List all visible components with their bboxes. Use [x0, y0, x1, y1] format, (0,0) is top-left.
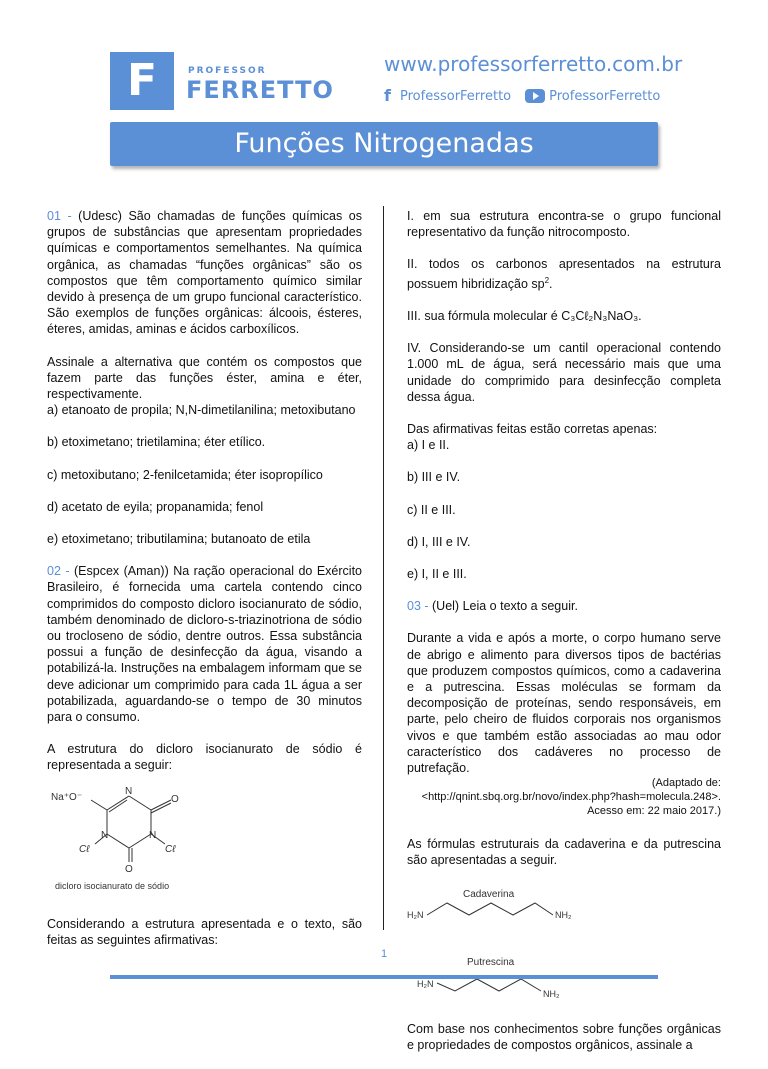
q2-statement-2: II. todos os carbonos apresentados na estrutura possuem hibridização $sp^2$.: [407, 257, 721, 291]
q1-options: [47, 402, 362, 547]
q2-option-c: c) II e III.: [407, 502, 456, 517]
q3-formulas-intro: As fórmulas estruturais da cadaverina e da putrescina são apresentadas a seguir.: [407, 837, 721, 868]
q1-prompt: Assinale a alternativa que contém os compostos que fazem parte das funções éster, amina e éter, respectivamente.: [47, 354, 362, 402]
q2-prompt: Das afirmativas feitas estão corretas apenas:: [407, 421, 658, 436]
q3-intro: 03 - (Uel) Leia o texto a seguir.: [407, 599, 578, 614]
title-banner: [110, 122, 658, 166]
facebook-link[interactable]: ProfessorFerretto: [400, 88, 512, 104]
q2-option-e: e) I, II e III.: [407, 567, 467, 581]
q2-option-a: a) I e II.: [407, 438, 450, 453]
amines-drawing: [407, 885, 577, 1001]
youtube-icon: [525, 89, 545, 103]
svg-text:H₂N: H₂N: [407, 909, 424, 920]
q2-structure-intro: A estrutura do dicloro isocianurato de sódio é representada a seguir:: [47, 742, 362, 773]
svg-text:NH₂: NH₂: [543, 988, 560, 999]
svg-text:N: N: [149, 829, 157, 841]
svg-text:O: O: [125, 863, 133, 875]
social-links: [384, 88, 660, 104]
page-header: [0, 0, 768, 120]
amines-structures: [407, 885, 577, 1001]
svg-text:Cℓ: Cℓ: [165, 843, 176, 855]
svg-text:NH₂: NH₂: [555, 909, 572, 920]
molecule-caption: dicloro isocianurato de sódio: [55, 880, 170, 891]
brand-ferretto: FERRETTO: [186, 76, 334, 104]
youtube-link[interactable]: ProfessorFerretto: [549, 88, 661, 104]
q2-statement-1: I. em sua estrutura encontra-se o grupo funcional representativo da função nitrocomposto.: [407, 209, 721, 240]
svg-text:N: N: [125, 785, 133, 797]
q1-option-b: b) etoximetano; trietilamina; éter etílico.: [47, 435, 266, 450]
q3-number: 03 -: [407, 599, 433, 614]
q2-options: [407, 437, 721, 582]
cadaverina-label: Cadaverina: [463, 888, 515, 900]
logo: [110, 52, 174, 110]
q2-option-d: d) I, III e IV.: [407, 534, 471, 549]
q2-intro: 02 - (Espcex (Aman)) Na ração operacional do Exército Brasileiro, é fornecida uma cartela contendo cinco comprimidos do composto dicloro isocianurato de sódio, também denominado de dicloro-s-triazinotriona de sódio ou trocloseno de sódio, dentre outros. Essa substância possui a função de desinfecção da água, visando a potabilizá-la. Instruções na embalagem informam que se deve adicionar um comprimido para cada 1L água a ser potabilizada, aguardando-se o tempo de 30 minutos para o consumo.: [47, 564, 362, 725]
footer-bar: [110, 975, 658, 979]
page-number: 1: [380, 948, 388, 960]
page-title: Funções Nitrogenadas: [234, 128, 534, 159]
q1-intro: 01 - (Udesc) São chamadas de funções químicas os grupos de substâncias que apresentam propriedades químicas e comportamentos semelhantes. Na química orgânica, as chamadas “funções orgânicas” são os compostos que têm comportamento químico similar devido à presença de um grupo funcional característico. São exemplos de funções orgânicas: álcoois, ésteres, éteres, amidas, aminas e ácidos carboxílicos.: [47, 209, 362, 337]
column-divider: [383, 206, 384, 930]
right-column: [407, 208, 721, 1069]
q2-consider: Considerando a estrutura apresentada e o texto, são feitas as seguintes afirmativas:: [47, 916, 362, 947]
facebook-icon: f: [384, 86, 391, 105]
q3-text: Durante a vida e após a morte, o corpo humano serve de abrigo e alimento para diversos tipos de bactérias que produzem compostos químicos, como a cadaverina e a putrescina. Essas moléculas se formam da decomposição de proteínas, sendo responsáveis, em parte, pelo cheiro de fluidos corporais nos organismos vivos e que também estão associadas ao mau odor característico dos cadáveres no processo de putrefação.: [407, 631, 721, 776]
svg-text:O: O: [171, 793, 179, 805]
putrescina-label: Putrescina: [467, 956, 515, 968]
q1-number: 01 -: [47, 209, 79, 223]
website-link[interactable]: www.professorferretto.com.br: [384, 52, 683, 76]
q3-reference-line3: Acesso em: 22 maio 2017.): [587, 805, 721, 818]
logo-letter: F: [126, 55, 158, 106]
svg-text:N: N: [101, 829, 109, 841]
q3-conclusion: Com base nos conhecimentos sobre funções orgânicas e propriedades de compostos orgânicos, assinale a: [407, 1021, 721, 1052]
q3-reference-line1: (Adaptado de:: [651, 777, 721, 790]
q1-option-c: c) metoxibutano; 2-fenilcetamida; éter isopropílico: [47, 467, 323, 482]
brand-professor: PROFESSOR: [188, 66, 267, 76]
svg-text:Na⁺O⁻: Na⁺O⁻: [51, 791, 83, 803]
molecule-drawing: [47, 778, 207, 878]
q2-option-b: b) III e IV.: [407, 470, 461, 485]
q1-option-a: a) etanoato de propila; N,N-dimetilanilina; metoxibutano: [47, 403, 356, 418]
q2-statement-3: III. sua fórmula molecular é C₃Cℓ₂N₃NaO₃.: [407, 308, 642, 323]
svg-text:H₂N: H₂N: [417, 978, 434, 989]
q2-statement-4: IV. Considerando-se um cantil operacional contendo 1.000 mL de água, será necessário mais que uma unidade do comprimido para desinfecção completa dessa água.: [407, 341, 721, 404]
q2-statements: [407, 208, 721, 405]
q1-option-d: d) acetato de eyila; propanamida; fenol: [47, 499, 264, 514]
q3-reference-line2: <http://qnint.sbq.org.br/novo/index.php?hash=molecula.248>.: [421, 791, 721, 804]
dicloro-isocianurato-structure: [47, 778, 207, 898]
left-column: [47, 208, 362, 964]
q1-option-e: e) etoximetano; tributilamina; butanoato de etila: [47, 532, 311, 547]
svg-text:Cℓ: Cℓ: [79, 843, 90, 855]
q2-number: 02 -: [47, 564, 74, 579]
q3-reference: [407, 776, 721, 818]
